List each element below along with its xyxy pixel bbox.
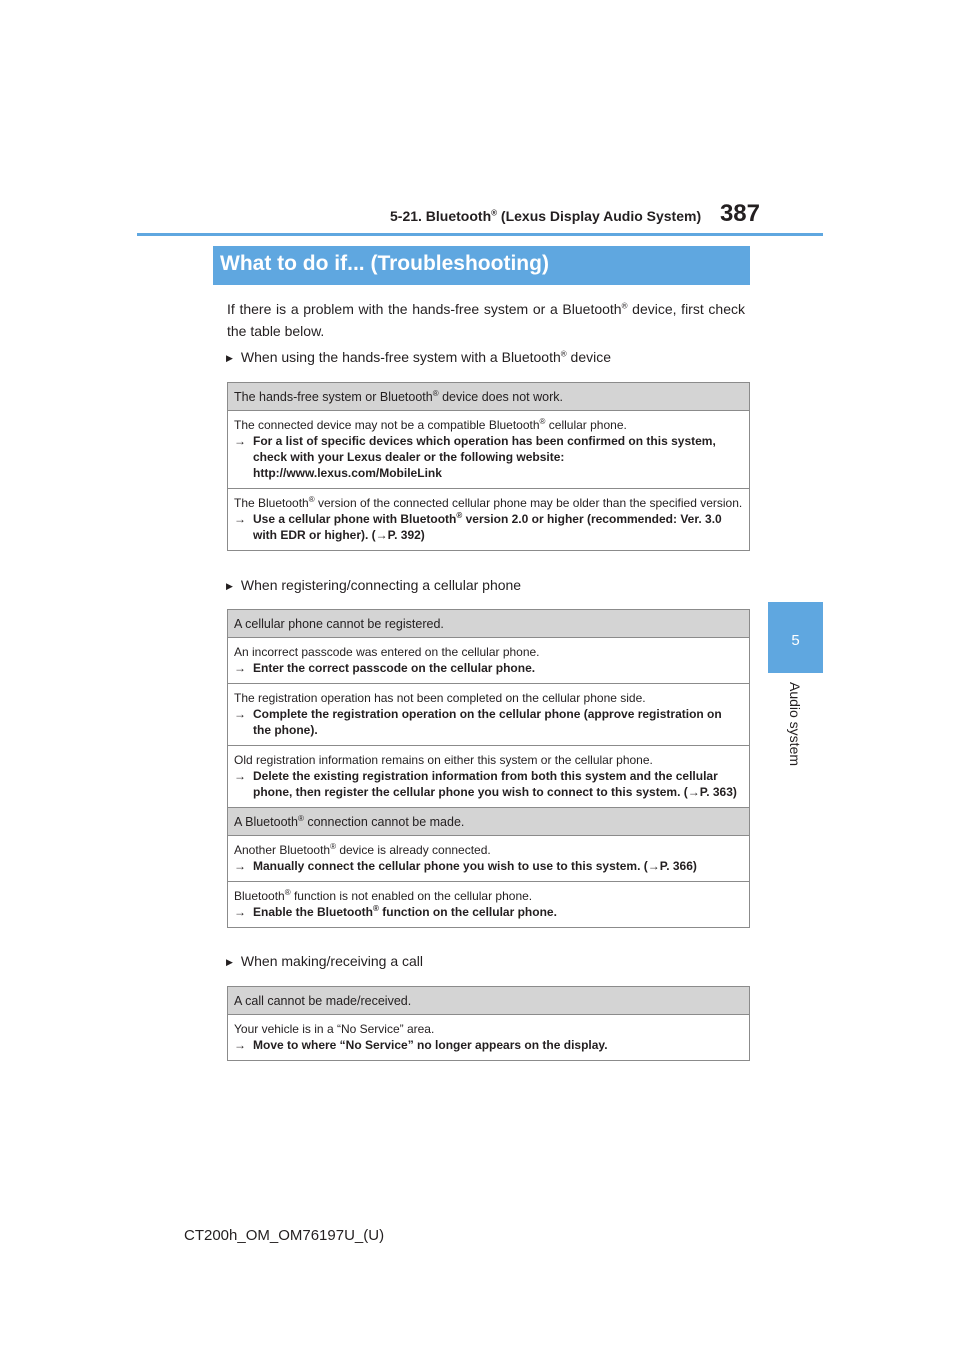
action-text: Use a cellular phone with Bluetooth® version 2.0 or higher (recommended: Ver. 3.0 with EDR or higher). (→P. 392) bbox=[253, 511, 722, 542]
triangle-bullet-icon: ▶ bbox=[226, 353, 233, 363]
header-rule bbox=[137, 233, 823, 236]
cause-text: Bluetooth® function is not enabled on the cellular phone. bbox=[234, 888, 533, 903]
triangle-bullet-icon: ▶ bbox=[226, 957, 233, 967]
arrow-icon: → bbox=[234, 859, 246, 873]
arrow-icon: → bbox=[234, 707, 246, 721]
triangle-bullet-icon: ▶ bbox=[226, 581, 233, 591]
problem-heading: The hands-free system or Bluetooth® device does not work. bbox=[228, 383, 749, 411]
cause-text: The registration operation has not been completed on the cellular phone side. bbox=[234, 691, 646, 705]
action-text: For a list of specific devices which operation has been confirmed on this system, check with your Lexus dealer or the following website: http://www.lexus.com/MobileLink bbox=[253, 434, 716, 480]
table-row bbox=[228, 638, 749, 684]
troubleshooting-table bbox=[227, 382, 750, 551]
table-row bbox=[228, 836, 749, 882]
table-row bbox=[228, 746, 749, 808]
action-text: Complete the registration operation on the cellular phone (approve registration on the phone). bbox=[253, 707, 722, 737]
problem-heading: A Bluetooth® connection cannot be made. bbox=[228, 808, 749, 836]
problem-heading: A call cannot be made/received. bbox=[228, 987, 749, 1015]
cause-text: Your vehicle is in a “No Service” area. bbox=[234, 1022, 435, 1036]
arrow-icon: → bbox=[234, 512, 246, 526]
table-row bbox=[228, 411, 749, 489]
arrow-icon: → bbox=[234, 1038, 246, 1052]
action-text: Delete the existing registration information from both this system and the cellular phone, then register the cellular phone you wish to connect to this system. (→P. 363) bbox=[253, 769, 737, 799]
table-row bbox=[228, 684, 749, 746]
cause-text: Another Bluetooth® device is already connected. bbox=[234, 842, 491, 857]
chapter-number: 5 bbox=[791, 632, 800, 649]
section-heading-bar bbox=[213, 246, 750, 285]
arrow-icon: → bbox=[234, 434, 246, 448]
troubleshooting-table bbox=[227, 986, 750, 1061]
subheading: ▶ When using the hands-free system with a Bluetooth® device bbox=[226, 349, 612, 365]
chapter-tab bbox=[768, 602, 823, 673]
subheading: ▶ When registering/connecting a cellular phone bbox=[226, 577, 522, 593]
table-row bbox=[228, 882, 749, 927]
arrow-icon: → bbox=[234, 661, 246, 675]
cause-text: The Bluetooth® version of the connected cellular phone may be older than the specified version. bbox=[234, 495, 743, 510]
arrow-icon: → bbox=[234, 905, 246, 919]
running-header-title: 5-21. Bluetooth® (Lexus Display Audio System) bbox=[390, 208, 702, 224]
cause-text: Old registration information remains on either this system or the cellular phone. bbox=[234, 753, 653, 767]
page-number: 387 bbox=[719, 200, 760, 227]
action-text: Manually connect the cellular phone you wish to use to this system. (→P. 366) bbox=[253, 859, 697, 873]
section-title: What to do if... (Troubleshooting) bbox=[220, 252, 549, 275]
action-text: Move to where “No Service” no longer appears on the display. bbox=[253, 1038, 608, 1052]
table-row bbox=[228, 1015, 749, 1060]
troubleshooting-table bbox=[227, 609, 750, 928]
cause-text: An incorrect passcode was entered on the cellular phone. bbox=[234, 645, 540, 659]
table-row bbox=[228, 489, 749, 550]
problem-heading: A cellular phone cannot be registered. bbox=[228, 610, 749, 638]
action-text: Enable the Bluetooth® function on the cellular phone. bbox=[253, 904, 557, 919]
document-code: CT200h_OM_OM76197U_(U) bbox=[184, 1227, 385, 1244]
subheading: ▶ When making/receiving a call bbox=[226, 953, 424, 969]
cause-text: The connected device may not be a compatible Bluetooth® cellular phone. bbox=[234, 417, 627, 432]
arrow-icon: → bbox=[234, 769, 246, 783]
intro-paragraph: If there is a problem with the hands-free system or a Bluetooth® device, first check the table below. bbox=[227, 301, 745, 339]
action-text: Enter the correct passcode on the cellular phone. bbox=[253, 661, 536, 675]
chapter-label: Audio system bbox=[787, 681, 803, 767]
